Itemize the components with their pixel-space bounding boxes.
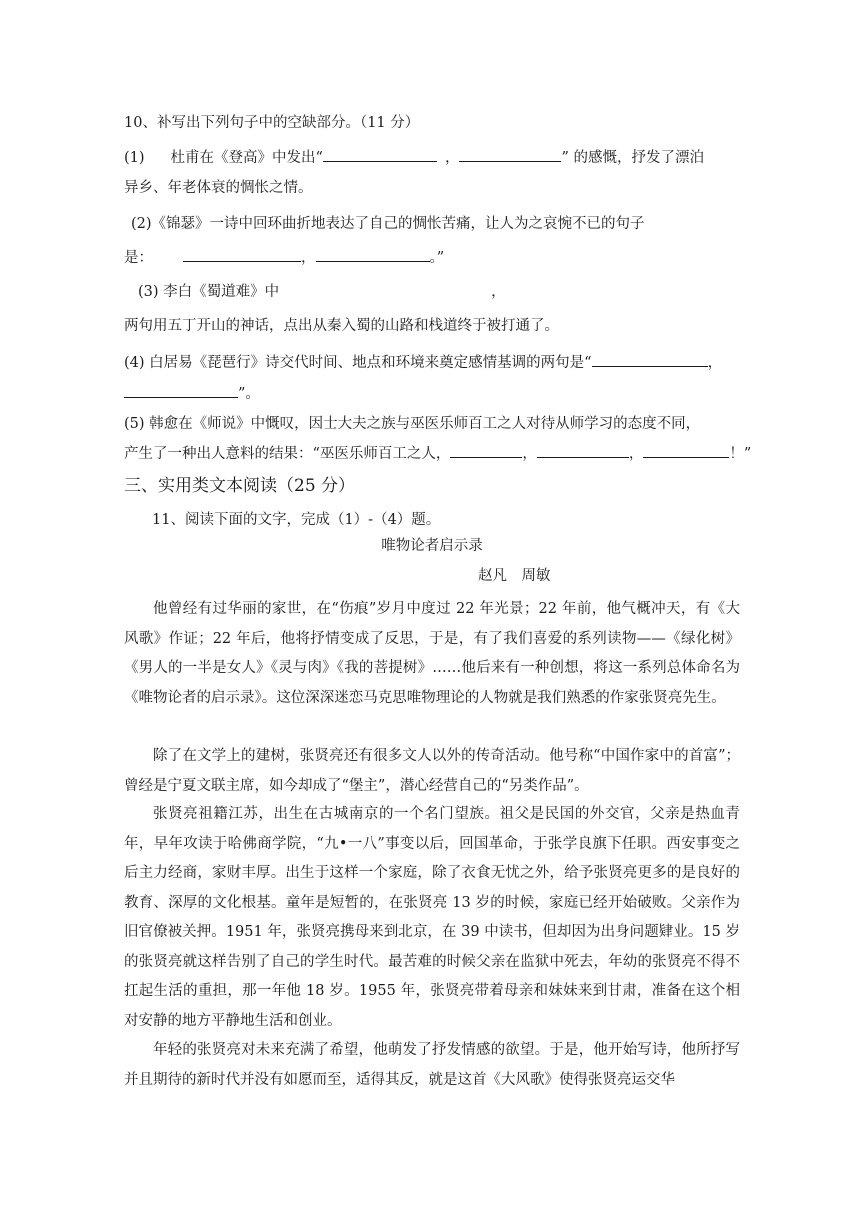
article-paragraph-3: 张贤亮祖籍江苏，出生在古城南京的一个名门望族。祖父是民国的外交官，父亲是热血青年，早年攻读于哈佛商学院，“九•一八”事变以后，回国革命，于张学良旗下任职。西安事变之后主力经商，家财丰厚。出生于这样一个家庭，除了衣食无忧之外，给予张贤亮更多的是良好的教育、深厚的文化根基。童年是短暂的，在张贤亮 13 岁的时候，家庭已经开始破败。父亲作为旧官僚被关押。1951 年，张贤亮携母来到北京，在 39 中读书，但却因为出身问题肄业。15 岁的张贤亮就这样告别了自己的学生时代。最苦难的时候父亲在监狱中死去，年幼的张贤亮不得不扛起生活的重担，那一年他 18 岁。1955 年，张贤亮带着母亲和妹妹来到甘肃，准备在这个相对安静的地方平静地生活和创业。	[124, 806, 740, 1029]
question-11-title: 11、阅读下面的文字，完成（1）-（4）题。	[152, 512, 441, 528]
item-1-text-b: ” 的感慨，抒发了漂泊	[561, 150, 704, 166]
item-2-label: 是：	[124, 250, 153, 266]
item-3-comma: ，	[491, 284, 506, 300]
item-2-blank-1[interactable]	[183, 246, 301, 262]
item-2-separator: ，	[301, 250, 316, 266]
item-1-line-1	[124, 146, 704, 168]
item-1-number: (1)	[124, 150, 145, 166]
item-5-line-2	[124, 442, 751, 464]
item-4-line-2	[124, 382, 260, 404]
article-title: 唯物论者启示录	[381, 538, 483, 554]
question-10-title: 10、补写出下列句子中的空缺部分。（11 分）	[124, 115, 420, 131]
item-5-separator-2: ，	[628, 446, 644, 462]
item-5-blank-1[interactable]	[450, 442, 522, 458]
article-paragraph-2: 除了在文学上的建树，张贤亮还有很多文人以外的传奇活动。他号称“中国作家中的首富”；曾经是宁夏文联主席，如今却成了“堡主”，潜心经营自己的“另类作品”。	[124, 748, 740, 794]
item-3-text-a: (3) 李白《蜀道难》中	[138, 284, 280, 300]
article-authors: 赵凡 周敏	[478, 568, 551, 584]
section-3-heading: 三、实用类文本阅读（25 分）	[124, 476, 356, 496]
item-5-separator-1: ，	[522, 446, 537, 462]
item-1-separator: ，	[444, 150, 460, 166]
item-2-blank-2[interactable]	[316, 246, 430, 262]
item-2-line-2	[124, 246, 444, 268]
item-5-line-1: (5) 韩愈在《师说》中慨叹，因士大夫之族与巫医乐师百工之人对待从师学习的态度不同，	[124, 416, 701, 432]
item-2-line-1: (2)《锦瑟》一诗中回环曲折地表达了自己的惆怅苦痛，让人为之哀惋不已的句子	[131, 216, 645, 232]
item-4-text: (4) 白居易《琵琶行》诗交代时间、地点和环境来奠定感情基调的两句是“	[124, 355, 592, 371]
item-3-line-2: 两句用五丁开山的神话，点出从秦入蜀的山路和栈道终于被打通了。	[124, 318, 559, 334]
item-1-line-2: 异乡、年老体衰的惆怅之情。	[124, 180, 313, 196]
item-5-end: ！”	[729, 446, 752, 462]
item-2-end: 。”	[429, 250, 445, 266]
item-1-text-a: 杜甫在《登高》中发出“	[170, 150, 323, 166]
article-paragraph-1: 他曾经有过华丽的家世，在“伤痕”岁月中度过 22 年光景；22 年前，他气概冲天，有《大风歌》作证；22 年后，他将抒情变成了反思，于是，有了我们喜爱的系列读物——《绿化树》《男人的一半是女人》《灵与肉》《我的菩提树》……他后来有一种创想，将这一系列总体命名为《唯物论者的启示录》。这位深深迷恋马克思唯物理论的人物就是我们熟悉的作家张贤亮先生。	[124, 601, 740, 706]
item-1-blank-2[interactable]	[459, 146, 561, 162]
item-4-end: ”。	[238, 386, 260, 402]
article-paragraph-4: 年轻的张贤亮对未来充满了希望，他萌发了抒发情感的欲望。于是，他开始写诗，他所抒写并且期待的新时代并没有如愿而至，适得其反，就是这首《大风歌》使得张贤亮运交华	[124, 1042, 740, 1088]
item-4-blank-1[interactable]	[592, 351, 708, 367]
item-5-text: 产生了一种出人意料的结果：“巫医乐师百工之人，	[124, 446, 451, 462]
item-5-blank-2[interactable]	[537, 442, 629, 458]
item-5-blank-3[interactable]	[643, 442, 729, 458]
item-3-line-1	[138, 282, 506, 302]
item-4-line-1	[124, 351, 722, 373]
item-4-comma: ，	[707, 355, 723, 371]
item-1-blank-1[interactable]	[323, 146, 437, 162]
item-4-blank-2[interactable]	[124, 382, 238, 398]
